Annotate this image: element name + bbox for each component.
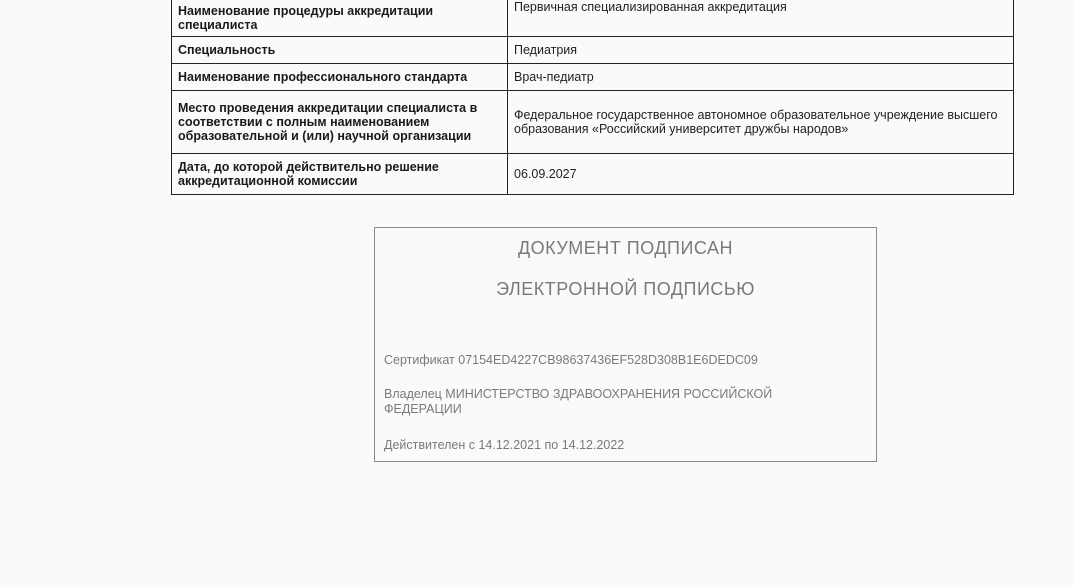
table-row — [172, 154, 1014, 195]
row-label-valid-until: Дата, до которой действительно решение аккредитационной комиссии — [172, 154, 508, 195]
accreditation-info-table — [171, 0, 1014, 195]
electronic-signature-stamp — [374, 227, 877, 462]
row-value-valid-until: 06.09.2027 — [508, 154, 1014, 195]
stamp-title-line1: ДОКУМЕНТ ПОДПИСАН — [517, 238, 734, 258]
stamp-owner: Владелец МИНИСТЕРСТВО ЗДРАВООХРАНЕНИЯ РОССИЙСКОЙ ФЕДЕРАЦИИ — [384, 387, 773, 416]
row-value-standard: Врач-педиатр — [508, 64, 1014, 91]
row-label-specialty: Специальность — [172, 37, 508, 64]
row-label-location: Место проведения аккредитации специалиста в соответствии с полным наименованием образовательной и (или) научной организации — [172, 91, 508, 154]
row-value-specialty: Педиатрия — [508, 37, 1014, 64]
stamp-title-line2: ЭЛЕКТРОННОЙ ПОДПИСЬЮ — [496, 279, 755, 299]
row-value-procedure: Первичная специализированная аккредитация — [508, 0, 1014, 37]
table-row — [172, 64, 1014, 91]
table-row — [172, 37, 1014, 64]
table-row — [172, 0, 1014, 37]
stamp-validity: Действителен с 14.12.2021 по 14.12.2022 — [384, 438, 625, 452]
stamp-certificate: Сертификат 07154ED4227CB98637436EF528D308B1E6DEDC09 — [384, 353, 758, 367]
table-row — [172, 91, 1014, 154]
row-label-procedure: Наименование процедуры аккредитации специалиста — [172, 0, 508, 37]
row-value-location: Федеральное государственное автономное образовательное учреждение высшего образования «Российский университет дружбы народов» — [508, 91, 1014, 154]
row-label-standard: Наименование профессионального стандарта — [172, 64, 508, 91]
